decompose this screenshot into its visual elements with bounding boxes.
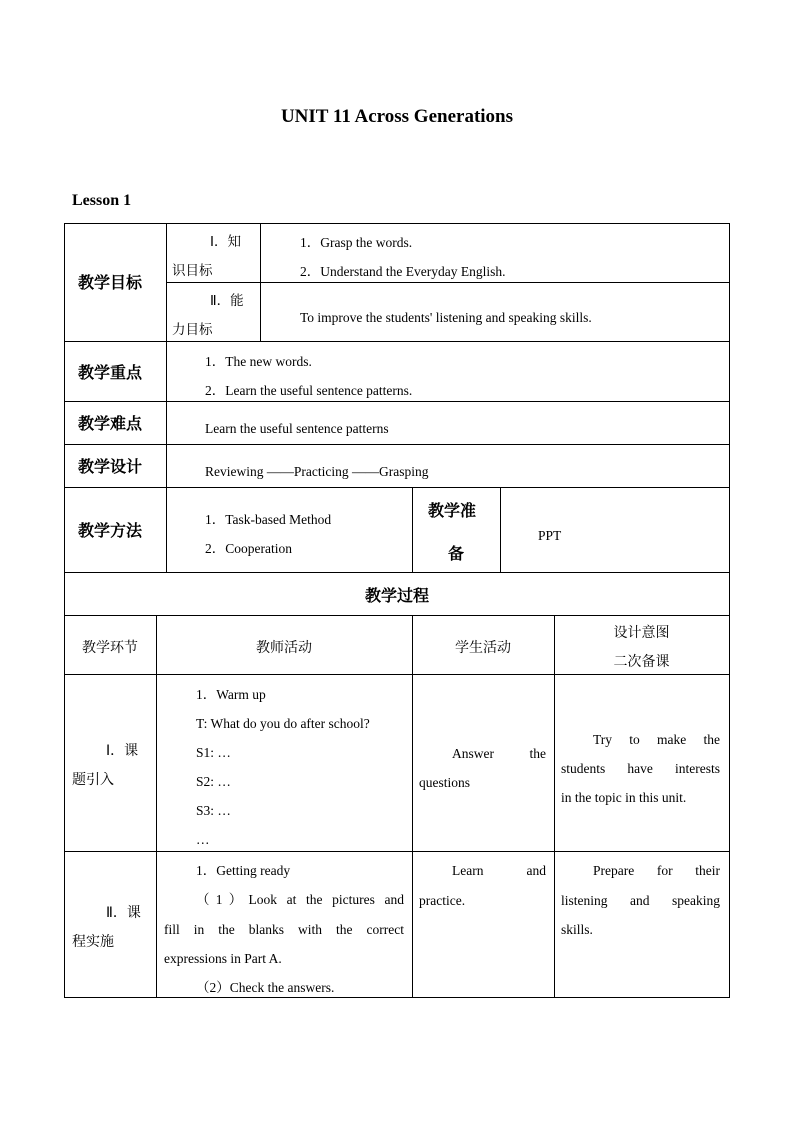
methods-label: 教学方法 bbox=[78, 521, 143, 540]
document-title: UNIT 11 Across Generations bbox=[280, 106, 514, 127]
column-header-intent: 二次备课 bbox=[613, 654, 670, 670]
ability-objective-text: To improve the students' listening and speaking skills. bbox=[300, 310, 592, 325]
stage-label: Ⅰ．课 bbox=[106, 743, 139, 759]
teacher-activity-line: S2: … bbox=[196, 774, 231, 789]
table-border bbox=[166, 223, 167, 572]
key-points-label: 教学重点 bbox=[78, 363, 143, 382]
column-header-teacher: 教师活动 bbox=[256, 640, 312, 656]
design-intent-text: in the topic in this unit. bbox=[561, 790, 687, 805]
method-item: 1．Task-based Method bbox=[205, 512, 332, 527]
design-intent-text: students have interests bbox=[561, 761, 720, 776]
column-header-stage: 教学环节 bbox=[82, 640, 138, 656]
ability-objective-label: 力目标 bbox=[172, 322, 213, 338]
table-border bbox=[412, 487, 413, 572]
student-activity-text: Learn and bbox=[452, 863, 546, 878]
table-border bbox=[64, 223, 65, 998]
teacher-activity-line: … bbox=[196, 832, 210, 847]
design-intent-text: Prepare for their bbox=[593, 863, 720, 878]
objectives-label: 教学目标 bbox=[78, 273, 143, 292]
teacher-activity-line: expressions in Part A. bbox=[164, 951, 282, 966]
teacher-activity-line: T: What do you do after school? bbox=[196, 716, 370, 731]
teacher-activity-line: 1．Getting ready bbox=[196, 863, 291, 878]
process-label: 教学过程 bbox=[364, 586, 429, 605]
table-border bbox=[64, 615, 730, 616]
difficulties-text: Learn the useful sentence patterns bbox=[205, 421, 389, 436]
table-border bbox=[64, 444, 730, 445]
knowledge-objective-item: 2．Understand the Everyday English. bbox=[300, 264, 506, 279]
stage-label: 题引入 bbox=[72, 772, 114, 788]
knowledge-objective-label: 识目标 bbox=[172, 263, 213, 279]
student-activity-text: questions bbox=[419, 775, 471, 790]
column-header-intent: 设计意图 bbox=[613, 625, 670, 641]
preparation-label: 备 bbox=[448, 544, 465, 563]
teacher-activity-line: S3: … bbox=[196, 803, 231, 818]
difficulties-label: 教学难点 bbox=[78, 414, 143, 433]
table-border bbox=[64, 572, 730, 573]
lesson-heading: Lesson 1 bbox=[72, 192, 132, 209]
knowledge-objective-item: 1．Grasp the words. bbox=[300, 235, 413, 250]
key-point-item: 1．The new words. bbox=[205, 354, 312, 369]
teacher-activity-line: （1）Look at the pictures and bbox=[196, 892, 404, 907]
student-activity-text: practice. bbox=[419, 893, 466, 908]
table-border bbox=[64, 997, 730, 998]
teacher-activity-line: S1: … bbox=[196, 745, 231, 760]
table-border bbox=[64, 223, 730, 224]
student-activity-text: Answer the bbox=[452, 746, 546, 761]
table-border bbox=[64, 487, 730, 488]
teacher-activity-line: fill in the blanks with the correct bbox=[164, 922, 404, 937]
table-border bbox=[412, 615, 413, 998]
preparation-value: PPT bbox=[538, 528, 562, 543]
knowledge-objective-label: Ⅰ．知 bbox=[210, 234, 241, 250]
design-intent-text: skills. bbox=[561, 922, 593, 937]
table-border bbox=[729, 223, 730, 998]
design-intent-text: Try to make the bbox=[593, 732, 720, 747]
key-point-item: 2．Learn the useful sentence patterns. bbox=[205, 383, 413, 398]
method-item: 2．Cooperation bbox=[205, 541, 292, 556]
table-border bbox=[156, 615, 157, 998]
ability-objective-label: Ⅱ．能 bbox=[210, 293, 244, 309]
design-text: Reviewing ——Practicing ——Grasping bbox=[205, 464, 429, 479]
teacher-activity-line: （2）Check the answers. bbox=[196, 980, 335, 995]
preparation-label: 教学准 bbox=[428, 501, 477, 520]
table-border bbox=[64, 341, 730, 342]
table-border bbox=[64, 851, 730, 852]
column-header-student: 学生活动 bbox=[455, 640, 511, 656]
teacher-activity-line: 1．Warm up bbox=[196, 687, 266, 702]
design-intent-text: listening and speaking bbox=[561, 893, 720, 908]
design-label: 教学设计 bbox=[78, 457, 143, 476]
stage-label: Ⅱ．课 bbox=[106, 905, 141, 921]
stage-label: 程实施 bbox=[72, 934, 114, 950]
table-border bbox=[500, 487, 501, 572]
table-border bbox=[260, 223, 261, 341]
